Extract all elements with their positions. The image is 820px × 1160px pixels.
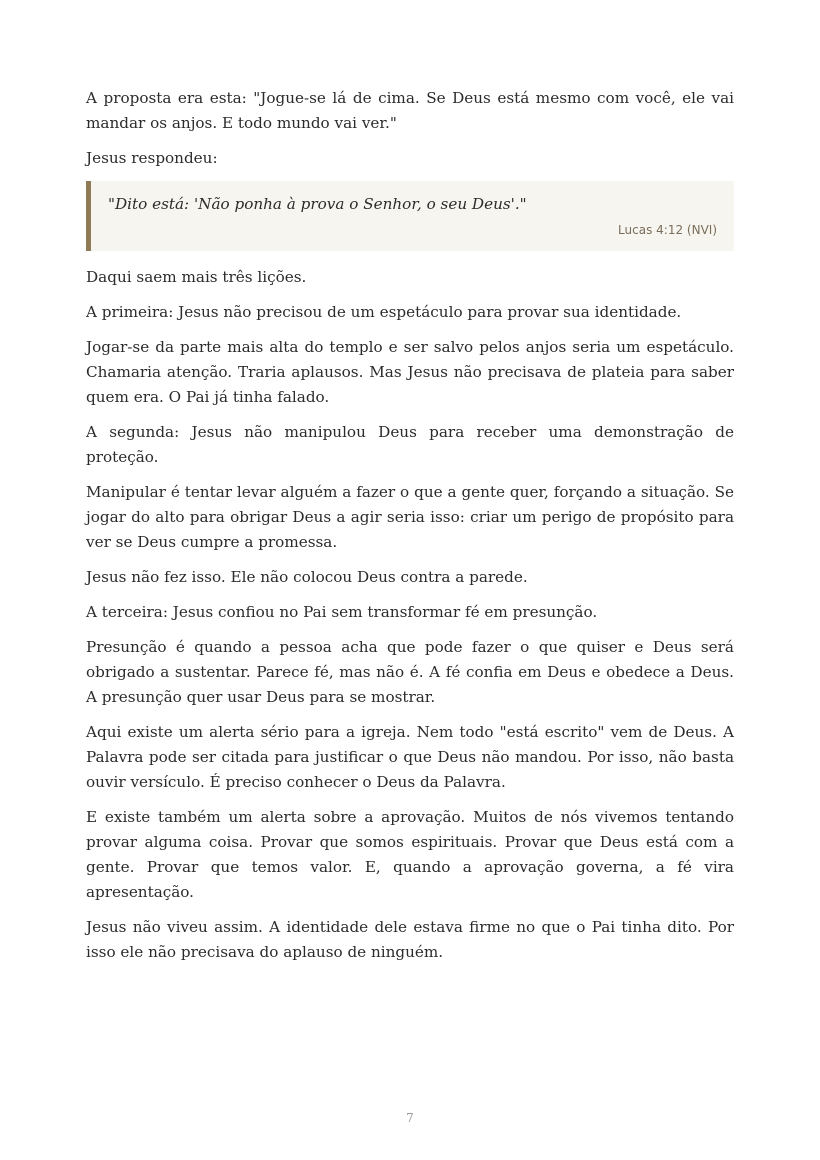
quote-reference: Lucas 4:12 (NVI) [618, 223, 717, 237]
paragraph: A primeira: Jesus não precisou de um espetáculo para provar sua identidade. [86, 303, 682, 321]
paragraph: A segunda: Jesus não manipulou Deus para receber uma demonstração de proteção. [86, 423, 734, 466]
paragraph: Jogar-se da parte mais alta do templo e ser salvo pelos anjos seria um espetáculo. Chamaria atenção. Traria aplausos. Mas Jesus não precisava de plateia para saber quem era. O Pai já tinha falado. [86, 338, 734, 406]
bible-quote [86, 181, 734, 251]
paragraph: Jesus não fez isso. Ele não colocou Deus contra a parede. [86, 568, 528, 586]
quote-text: "Dito está: 'Não ponha à prova o Senhor, o seu Deus'." [108, 195, 527, 213]
paragraph: Presunção é quando a pessoa acha que pode fazer o que quiser e Deus será obrigado a sustentar. Parece fé, mas não é. A fé confia em Deus e obedece a Deus. A presunção quer usar Deus para se mostrar. [86, 638, 734, 706]
page-content [86, 86, 734, 975]
paragraph: Manipular é tentar levar alguém a fazer o que a gente quer, forçando a situação. Se jogar do alto para obrigar Deus a agir seria isso: criar um perigo de propósito para ver se Deus cumpre a promessa. [86, 483, 734, 551]
paragraph: Jesus respondeu: [86, 149, 218, 167]
paragraph: Daqui saem mais três lições. [86, 268, 307, 286]
paragraph: A terceira: Jesus confiou no Pai sem transformar fé em presunção. [86, 603, 598, 621]
paragraph: E existe também um alerta sobre a aprovação. Muitos de nós vivemos tentando provar alguma coisa. Provar que somos espirituais. Provar que Deus está com a gente. Provar que temos valor. E, quando a aprovação governa, a fé vira apresentação. [86, 808, 734, 901]
page-number: 7 [406, 1111, 414, 1125]
paragraph: A proposta era esta: "Jogue-se lá de cima. Se Deus está mesmo com você, ele vai mandar os anjos. E todo mundo vai ver." [86, 89, 734, 132]
paragraph: Jesus não viveu assim. A identidade dele estava firme no que o Pai tinha dito. Por isso ele não precisava do aplauso de ninguém. [86, 918, 734, 961]
paragraph: Aqui existe um alerta sério para a igreja. Nem todo "está escrito" vem de Deus. A Palavra pode ser citada para justificar o que Deus não mandou. Por isso, não basta ouvir versículo. É preciso conhecer o Deus da Palavra. [86, 723, 734, 791]
